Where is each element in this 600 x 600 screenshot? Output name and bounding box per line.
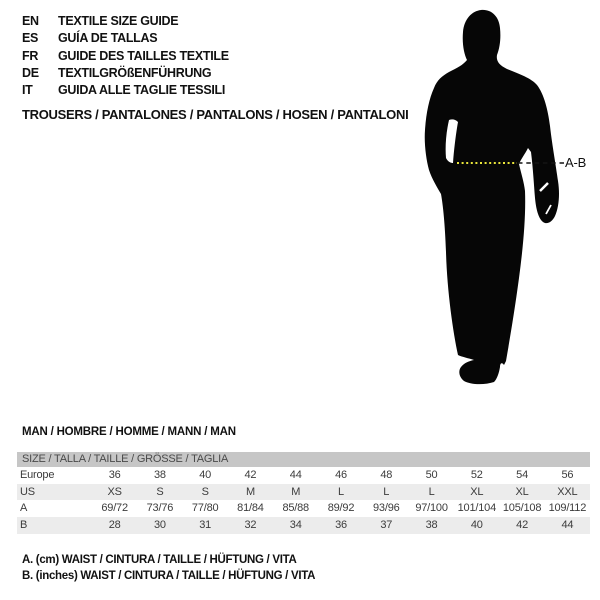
row-label: A bbox=[20, 502, 28, 515]
table-row bbox=[17, 517, 590, 534]
language-code: DE bbox=[22, 65, 39, 80]
table-cell: 36 bbox=[335, 519, 347, 532]
table-cell: 30 bbox=[153, 519, 166, 532]
language-label: GUIDE DES TAILLES TEXTILE bbox=[58, 48, 229, 63]
language-label: TEXTILE SIZE GUIDE bbox=[58, 14, 179, 28]
language-code: ES bbox=[22, 31, 39, 46]
table-cell: 93/96 bbox=[373, 502, 400, 515]
table-cell: 97/100 bbox=[415, 502, 448, 515]
language-row bbox=[22, 65, 229, 82]
table-cell: L bbox=[383, 485, 390, 498]
row-label: US bbox=[20, 485, 35, 498]
table-cell: 105/108 bbox=[502, 502, 542, 515]
table-cell: 109/112 bbox=[548, 502, 587, 515]
table-cell: M bbox=[245, 485, 255, 498]
table-cell: 85/88 bbox=[282, 502, 309, 515]
table-cell: 46 bbox=[335, 469, 347, 481]
notes bbox=[22, 553, 315, 584]
table-cell: 81/84 bbox=[237, 502, 264, 515]
man-silhouette-shape bbox=[425, 10, 559, 384]
table-cell: 89/92 bbox=[327, 502, 355, 515]
table-cell: 38 bbox=[153, 469, 166, 481]
figure-area bbox=[400, 0, 600, 400]
language-row bbox=[22, 30, 229, 47]
table-cell: 40 bbox=[470, 519, 483, 532]
language-row bbox=[22, 82, 229, 99]
table-cell: XS bbox=[107, 485, 122, 498]
measure-label: A-B bbox=[565, 155, 587, 170]
table-cell: 44 bbox=[289, 469, 302, 481]
table-cell: XL bbox=[515, 485, 529, 498]
table-cell: L bbox=[428, 485, 435, 498]
language-label: GUIDA ALLE TAGLIE TESSILI bbox=[58, 83, 226, 98]
language-row bbox=[22, 13, 229, 30]
note-line: A. (cm) WAIST / CINTURA / TAILLE / HÜFTUNG / VITA bbox=[22, 554, 297, 566]
table-row bbox=[17, 484, 590, 501]
table-cell: L bbox=[338, 485, 344, 498]
table-cell: M bbox=[291, 485, 301, 498]
table-rows bbox=[17, 467, 590, 534]
table-cell: 37 bbox=[380, 519, 393, 532]
table-cell: 31 bbox=[199, 519, 212, 532]
table-cell: 50 bbox=[425, 469, 438, 481]
table-cell: S bbox=[156, 485, 164, 498]
row-label: B bbox=[20, 519, 28, 532]
table-cell: 42 bbox=[244, 469, 257, 481]
table-cell: 101/104 bbox=[457, 502, 496, 515]
table-cell: 48 bbox=[380, 469, 393, 481]
table-cell: 34 bbox=[289, 519, 302, 532]
language-row bbox=[22, 48, 229, 65]
language-code: FR bbox=[22, 48, 39, 63]
table-cell: 40 bbox=[199, 469, 212, 481]
row-label: Europe bbox=[20, 469, 55, 481]
table-cell: 28 bbox=[108, 519, 121, 532]
table-cell: 44 bbox=[561, 519, 574, 532]
language-label: GUÍA DE TALLAS bbox=[58, 31, 158, 46]
table-cell: 77/80 bbox=[191, 502, 219, 515]
language-label: TEXTILGRÖßENFÜHRUNG bbox=[58, 65, 212, 80]
table-cell: 32 bbox=[244, 519, 257, 532]
language-list bbox=[22, 13, 229, 99]
table-cell: 73/76 bbox=[146, 502, 174, 515]
section-heading: MAN / HOMBRE / HOMME / MANN / MAN bbox=[22, 426, 236, 438]
table-cell: 54 bbox=[516, 469, 528, 481]
language-code: EN bbox=[22, 14, 39, 28]
table-cell: 42 bbox=[516, 519, 528, 532]
size-table bbox=[17, 452, 590, 534]
language-code: IT bbox=[22, 83, 33, 98]
table-cell: 69/72 bbox=[101, 502, 128, 515]
garment-heading: TROUSERS / PANTALONES / PANTALONS / HOSEN / PANTALONI bbox=[22, 107, 409, 122]
note-line: B. (inches) WAIST / CINTURA / TAILLE / HÜFTUNG / VITA bbox=[22, 569, 316, 582]
table-cell: XXL bbox=[557, 485, 578, 498]
table-cell: 52 bbox=[470, 469, 483, 481]
table-cell: S bbox=[201, 485, 209, 498]
table-cell: 36 bbox=[108, 469, 121, 481]
man-silhouette-icon bbox=[400, 0, 600, 400]
table-cell: XL bbox=[470, 485, 484, 498]
table-row bbox=[17, 500, 590, 517]
table-cell: 56 bbox=[561, 469, 574, 481]
table-cell: 38 bbox=[425, 519, 438, 532]
table-header: SIZE / TALLA / TAILLE / GRÖSSE / TAGLIA bbox=[17, 452, 590, 467]
table-row bbox=[17, 467, 590, 484]
